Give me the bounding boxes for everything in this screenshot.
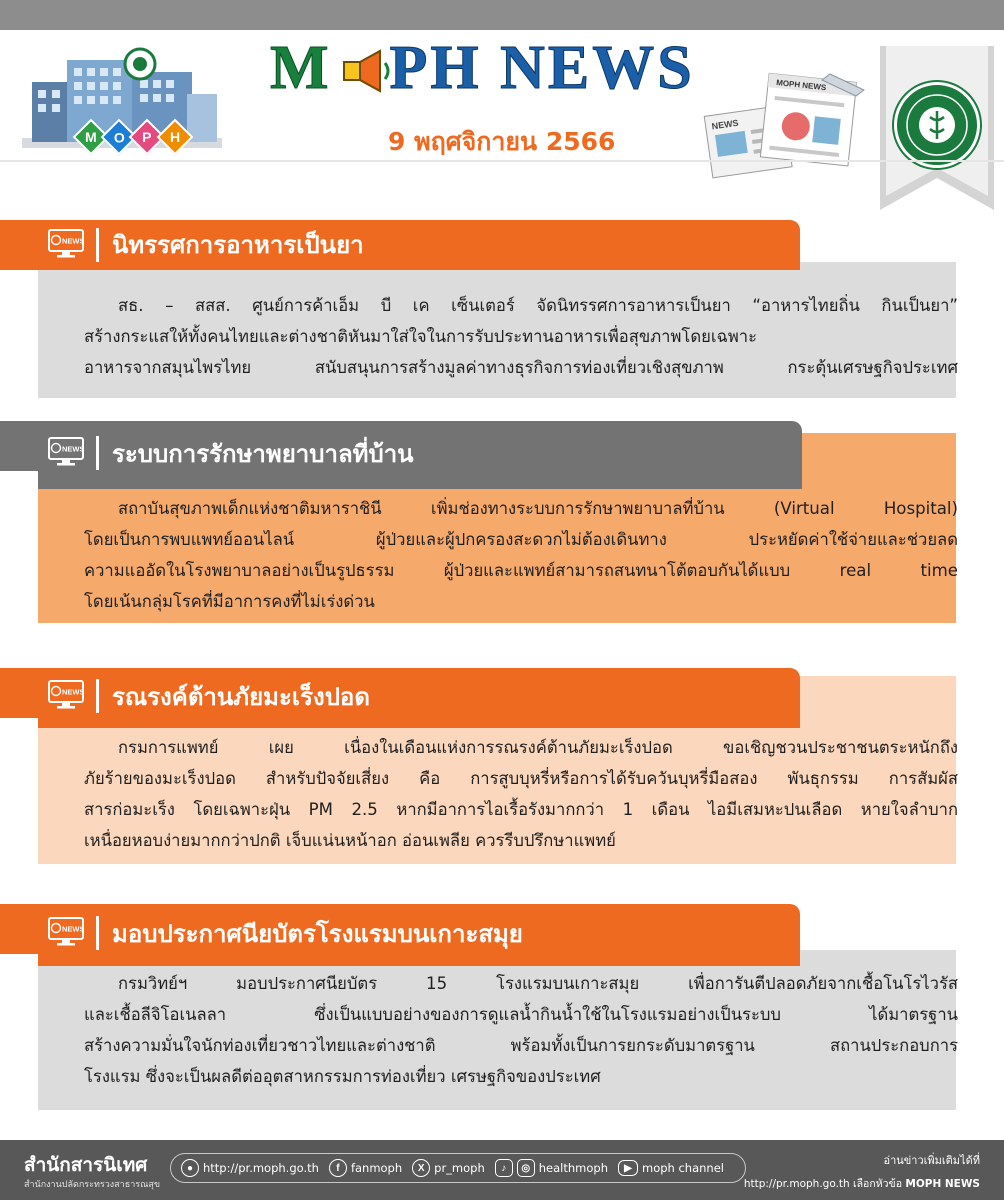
x-icon: X	[412, 1159, 430, 1177]
moph-badge: M O P H	[78, 124, 188, 150]
x-link[interactable]: X pr_moph	[412, 1159, 485, 1177]
org-subtitle: สำนักงานปลัดกระทรวงสาธารณสุข	[24, 1180, 161, 1190]
news-section-3	[38, 668, 956, 864]
section-body: กรมวิทย์ฯ มอบประกาศนียบัตร 15 โรงแรมบนเกาะสมุย เพื่อการันตีปลอดภัยจากเชื้อโนโรไวรัส และเชื้อลีจิโอเนลลา ซึ่งเป็นแบบอย่างของการดูแลน้ำกินน้ำใช้ในโรงแรมอย่างเป็นระบบ ได้มาตรฐาน สร้างความมั่นใจนักท่องเที่ยวชาวไทยและต่างชาติ พร้อมทั้งเป็นการยกระดับมาตรฐาน สถานประกอบการ โรงแรม ซึ่งจะเป็นผลดีต่ออุตสาหกรรมการท่องเที่ยว เศรษฐกิจของประเทศ	[84, 974, 958, 1086]
news-icon	[38, 434, 92, 472]
news-icon	[38, 226, 92, 264]
title-letter-m: M	[270, 34, 332, 102]
section-body: สถาบันสุขภาพเด็กแห่งชาติมหาราชินี เพิ่มช่องทางระบบการรักษาพยาบาลที่บ้าน (Virtual Hospital) โดยเป็นการพบแพทย์ออนไลน์ ผู้ป่วยและผู้ปกครองสะดวกไม่ต้องเดินทาง ประหยัดค่าใช้จ่ายและช่วยลด ความแออัดในโรงพยาบาลอย่างเป็นรูปธรรม ผู้ป่วยและแพทย์สามารถสนทนาโต้ตอบกันได้แบบ real time โดยเน้นกลุ่มโรคที่มีอาการคงที่ไม่เร่งด่วน	[84, 499, 958, 611]
header	[0, 30, 1004, 180]
section-headline: รณรงค์ต้านภัยมะเร็งปอด	[112, 683, 370, 711]
facebook-link[interactable]: f fanmoph	[329, 1159, 402, 1177]
instagram-icon: ◎	[517, 1159, 535, 1177]
footer	[0, 1140, 1004, 1200]
section-headline: มอบประกาศนียบัตรโรงแรมบนเกาะสมุย	[112, 920, 523, 948]
moph-seal-icon	[894, 82, 980, 168]
masthead-title	[270, 36, 740, 100]
svg-text:MOPH NEWS: MOPH NEWS	[775, 78, 827, 93]
svg-text:NEWS: NEWS	[711, 117, 740, 132]
newspaper-icon	[702, 70, 872, 180]
section-body: กรมการแพทย์ เผย เนื่องในเดือนแห่งการรณรงค์ต้านภัยมะเร็งปอด ขอเชิญชวนประชาชนตระหนักถึง ภัยร้ายของมะเร็งปอด สำหรับปัจจัยเสี่ยง คือ การสูบบุหรี่หรือการได้รับควันบุหรี่มือสอง พันธุกรรม การสัมผัส สารก่อมะเร็ง โดยเฉพาะฝุ่น PM 2.5 หากมีอาการไอเรื้อรังมากกว่า 1 เดือน ไอมีเสมหะปนเลือด หายใจลำบาก เหนื่อยหอบง่ายมากกว่าปกติ เจ็บแน่นหน้าอก อ่อนเพลีย ควรรีบปรึกษาแพทย์	[84, 738, 958, 850]
news-section-1	[38, 220, 956, 398]
youtube-icon: ▶	[618, 1160, 638, 1176]
title-rest: PH NEWS	[389, 34, 695, 102]
facebook-icon: f	[329, 1159, 347, 1177]
web-icon: ●	[181, 1159, 199, 1177]
news-icon	[38, 914, 92, 952]
section-headline: ระบบการรักษาพยาบาลที่บ้าน	[112, 440, 414, 468]
org-name: สำนักสารนิเทศ	[24, 1154, 148, 1176]
svg-text:NEWS: NEWS	[62, 687, 84, 697]
svg-text:NEWS: NEWS	[62, 444, 84, 454]
instagram-tiktok-link[interactable]: ♪ ◎ healthmoph	[495, 1159, 608, 1177]
issue-date: 9 พฤศจิกายน 2566	[388, 127, 616, 156]
youtube-link[interactable]: ▶ moph channel	[618, 1160, 724, 1176]
news-section-4	[38, 904, 956, 1110]
news-section-2	[38, 421, 956, 623]
news-icon	[38, 677, 92, 715]
header-divider	[0, 160, 1004, 162]
section-body: สธ. – สสส. ศูนย์การค้าเอ็ม บี เค เซ็นเตอร์ จัดนิทรรศการอาหารเป็นยา “อาหารไทยถิ่น กินเป็นยา” สร้างกระแสให้ทั้งคนไทยและต่างชาติหันมาใส่ใจในการรับประทานอาหารเพื่อสุขภาพโดยเฉพาะ อาหารจากสมุนไพรไทย สนับสนุนการสร้างมูลค่าทางธุรกิจการท่องเที่ยวเชิงสุขภาพ กระตุ้นเศรษฐกิจประเทศ	[84, 296, 958, 377]
section-headline: นิทรรศการอาหารเป็นยา	[112, 231, 364, 259]
read-more-url[interactable]: http://pr.moph.go.th	[743, 1178, 850, 1190]
social-links-bar	[170, 1153, 746, 1183]
website-link[interactable]: ● http://pr.moph.go.th	[181, 1159, 319, 1177]
svg-text:NEWS: NEWS	[62, 924, 84, 934]
megaphone-icon	[340, 48, 396, 94]
read-more: อ่านข่าวเพิ่มเติมได้ที่ http://pr.moph.go.th เลือกหัวข้อ MOPH NEWS	[743, 1154, 980, 1190]
top-bar	[0, 0, 1004, 30]
svg-text:NEWS: NEWS	[62, 236, 84, 246]
tiktok-icon: ♪	[495, 1159, 513, 1177]
